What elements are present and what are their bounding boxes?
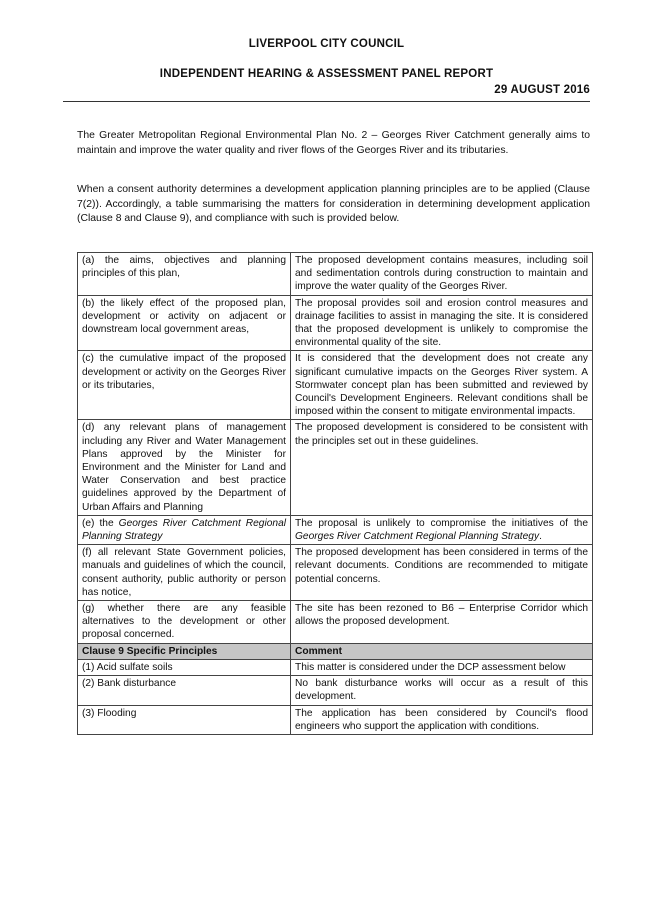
- intro-paragraph-1: The Greater Metropolitan Regional Environmental Plan No. 2 – Georges River Catchment generally aims to maintain and improve the water quality and river flows of the Georges River and its tributaries.: [77, 130, 590, 156]
- header-rule: [63, 101, 590, 102]
- table-row: [78, 351, 593, 420]
- table-row: [78, 515, 593, 544]
- matter-cell: (f) all relevant State Government policies, manuals and guidelines of which the council, consent authority, public authority or person has notice,: [78, 545, 291, 601]
- response-cell: The site has been rezoned to B6 – Enterprise Corridor which allows the proposed development.: [291, 601, 593, 644]
- matter-cell: (b) the likely effect of the proposed plan, development or activity on adjacent or downstream local government areas,: [78, 295, 291, 351]
- strategy-name: Georges River Catchment Regional Planning Strategy: [295, 531, 540, 543]
- matter-text: (e) the: [82, 517, 119, 529]
- principle-cell: (2) Bank disturbance: [78, 676, 291, 705]
- table-row: [78, 705, 593, 734]
- matter-cell: (g) whether there are any feasible alternatives to the development or other proposal concerned.: [78, 601, 291, 644]
- table-row: [78, 659, 593, 675]
- table-row: [78, 253, 593, 296]
- response-cell: The proposed development is considered to be consistent with the principles set out in these guidelines.: [291, 420, 593, 515]
- matter-cell: (d) any relevant plans of management including any River and Water Management Plans approved by the Minister for Environment and the Minister for Land and Water Conservation and best practice guidelines approved by the Department of Urban Affairs and Planning: [78, 420, 291, 515]
- table-row: [78, 545, 593, 601]
- principle-cell: (3) Flooding: [78, 705, 291, 734]
- response-text-end: .: [539, 531, 542, 543]
- principle-cell: (1) Acid sulfate soils: [78, 659, 291, 675]
- table-row: [78, 601, 593, 644]
- council-name: LIVERPOOL CITY COUNCIL: [248, 38, 405, 50]
- matter-cell: (c) the cumulative impact of the proposed development or activity on the Georges River or its tributaries,: [78, 351, 291, 420]
- response-cell: The proposed development contains measures, including soil and sedimentation controls during construction to maintain and improve the water quality of the Georges River.: [291, 253, 593, 296]
- comment-cell: No bank disturbance works will occur as a result of this development.: [291, 676, 593, 705]
- comment-cell: This matter is considered under the DCP assessment below: [291, 659, 593, 675]
- assessment-table: [77, 252, 593, 735]
- response-text: The proposal is unlikely to compromise the initiatives of the: [295, 517, 588, 529]
- response-cell: [291, 515, 593, 544]
- strategy-name: Georges River Catchment Regional Planning Strategy: [82, 517, 286, 543]
- intro-paragraph-2: When a consent authority determines a development application planning principles are to be applied (Clause 7(2)). Accordingly, a table summarising the matters for consideration in determining development application (Clause 8 and Clause 9), and compliance with such is provided below.: [77, 184, 590, 224]
- heading-comment: Comment: [291, 643, 593, 659]
- report-date: 29 AUGUST 2016: [494, 84, 590, 96]
- comment-cell: The application has been considered by Council's flood engineers who support the application with conditions.: [291, 705, 593, 734]
- heading-principles: Clause 9 Specific Principles: [78, 643, 291, 659]
- response-cell: The proposal provides soil and erosion control measures and drainage facilities to assist in managing the site. It is considered that the proposed development is unlikely to compromise the environmental quality of the site.: [291, 295, 593, 351]
- report-title: INDEPENDENT HEARING & ASSESSMENT PANEL REPORT: [159, 68, 494, 80]
- response-cell: It is considered that the development does not create any significant cumulative impacts on the Georges River system. A Stormwater concept plan has been submitted and reviewed by Council's Development Engineers. Relevant conditions shall be imposed within the consent to mitigate environmental impacts.: [291, 351, 593, 420]
- matter-cell: [78, 515, 291, 544]
- table-row: [78, 420, 593, 515]
- table-row: [78, 676, 593, 705]
- table-row: [78, 295, 593, 351]
- table-heading-row: [78, 643, 593, 659]
- matter-cell: (a) the aims, objectives and planning principles of this plan,: [78, 253, 291, 296]
- response-cell: The proposed development has been considered in terms of the relevant documents. Conditions are recommended to mitigate potential concerns.: [291, 545, 593, 601]
